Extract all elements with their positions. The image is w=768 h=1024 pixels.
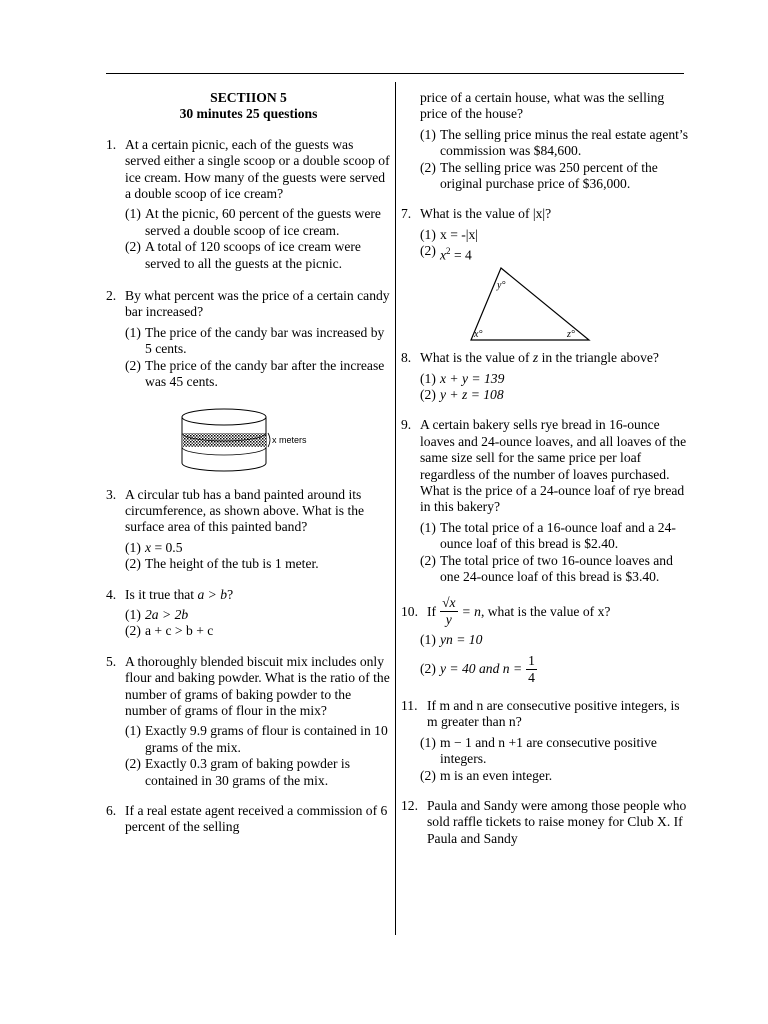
statement-2: (2) y + z = 108: [420, 387, 504, 402]
angle-label-y: y°: [497, 280, 506, 292]
question-2-options: [106, 325, 391, 391]
question-3: 3. A circular tub has a band painted around its circumference, as shown above. What is the surface area of this painted band?: [106, 486, 365, 535]
tub-figure: [106, 405, 391, 477]
statement-1: (1) The price of the candy bar was increased by 5 cents.: [125, 324, 385, 357]
question-11: 11. If m and n are consecutive positive integers, is m greater than n?: [401, 697, 680, 730]
section-title: SECTIION 5: [210, 90, 287, 105]
angle-label-z: z°: [567, 329, 575, 341]
tub-diagram: [106, 405, 391, 477]
left-column: [106, 90, 391, 836]
question-9: 9. A certain bakery sells rye bread in 16-ounce loaves and 24-ounce loaves, and all loaves of the same size sell for the same price per loaf regardless of the number of loaves purchased. What is the price of a 24-ounce loaf of rye bread in this bakery?: [401, 417, 687, 515]
question-1-options: [106, 206, 391, 272]
question-6-options: [401, 127, 691, 193]
question-10: 10. If $\frac{√x}{y}$ = n , what is the value of x?: [401, 595, 611, 628]
question-4: 4. Is it true that a > b?: [106, 586, 234, 602]
statement-1: (1) x = 0.5: [125, 539, 183, 555]
statement-1: (1) x = -|x|: [420, 226, 479, 242]
question-10-options: [401, 632, 691, 685]
statement-2: (2) y = 40 and n = $\frac{1}{4}$: [420, 652, 535, 685]
question-1: [106, 137, 391, 203]
question-6: 6. If a real estate agent received a commission of 6 percent of the selling: [106, 803, 388, 835]
question-number: 1.: [106, 136, 117, 152]
question-6-continued: price of a certain house, what was the selling price of the house?: [420, 90, 665, 122]
triangle-figure: [401, 256, 691, 342]
statement-2: (2) The height of the tub is 1 meter.: [125, 556, 319, 572]
statement-1: (1) Exactly 9.9 grams of flour is contained in 10 grams of the mix.: [125, 723, 388, 755]
fraction-one-quarter: $\frac{1}{4}$: [528, 652, 535, 685]
question-4-options: [106, 607, 391, 640]
statement-2: (2) The total price of two 16-ounce loaves and one 24-ounce loaf of this bread is $3.40.: [420, 552, 673, 585]
question-9-options: [401, 520, 691, 586]
statement-1: (1) m − 1 and n +1 are consecutive positive integers.: [420, 734, 657, 767]
question-12: 12. Paula and Sandy were among those people who sold raffle tickets to raise money for Club X. If Paula and Sandy: [401, 797, 687, 846]
question-text: At a certain picnic, each of the guests was served either a single scoop or a double scoop of ice cream. How many of the guests were served a double scoop of ice cream?: [125, 136, 390, 202]
statement-2: (2) The selling price was 250 percent of the original purchase price of $36,000.: [420, 159, 658, 192]
column-divider: [395, 82, 396, 935]
statement-2: (2) $x^2 = 4$: [420, 243, 472, 263]
angle-label-x: x°: [474, 329, 483, 341]
question-3-options: [106, 540, 391, 573]
statement-1: (1) The selling price minus the real estate agent’s commission was $84,600.: [420, 126, 688, 159]
statement-1: (1) At the picnic, 60 percent of the guests were served a double scoop of ice cream.: [125, 206, 381, 238]
statement-2: (2) m is an even integer.: [420, 767, 553, 783]
right-column: [401, 90, 691, 847]
tub-band-label: x meters: [272, 434, 307, 445]
fraction-sqrt-x-over-y: $\frac{√x}{y}$: [442, 595, 456, 628]
triangle-diagram: [401, 256, 691, 342]
statement-2: (2) a + c > b + c: [125, 623, 214, 639]
question-5-options: [106, 723, 391, 789]
statement-1: (1) x + y = 139: [420, 370, 505, 386]
question-8-options: [401, 371, 691, 404]
question-2: 2. By what percent was the price of a certain candy bar increased?: [106, 288, 390, 320]
question-7: 7. What is the value of |x|?: [401, 206, 552, 222]
question-5: 5. A thoroughly blended biscuit mix includes only flour and baking powder. What is the ratio of the number of grams of baking powder to the number of grams of flour in the mix?: [106, 653, 390, 718]
statement-2: (2) Exactly 0.3 gram of baking powder is contained in 30 grams of the mix.: [125, 756, 350, 788]
statement-2: (2) A total of 120 scoops of ice cream were served to all the guests at the picnic.: [125, 239, 361, 271]
statement-2: (2) The price of the candy bar after the increase was 45 cents.: [125, 357, 385, 390]
question-8: 8. What is the value of z in the triangle above?: [401, 350, 659, 366]
question-11-options: [401, 735, 691, 784]
statement-1: (1) 2a > 2b: [125, 606, 189, 622]
section-subtitle: 30 minutes 25 questions: [179, 106, 318, 122]
statement-1: (1) yn = 10: [420, 632, 483, 648]
statement-1: (1) The total price of a 16-ounce loaf and a 24-ounce loaf of this bread is $2.40.: [420, 519, 676, 552]
top-rule: [106, 73, 684, 74]
